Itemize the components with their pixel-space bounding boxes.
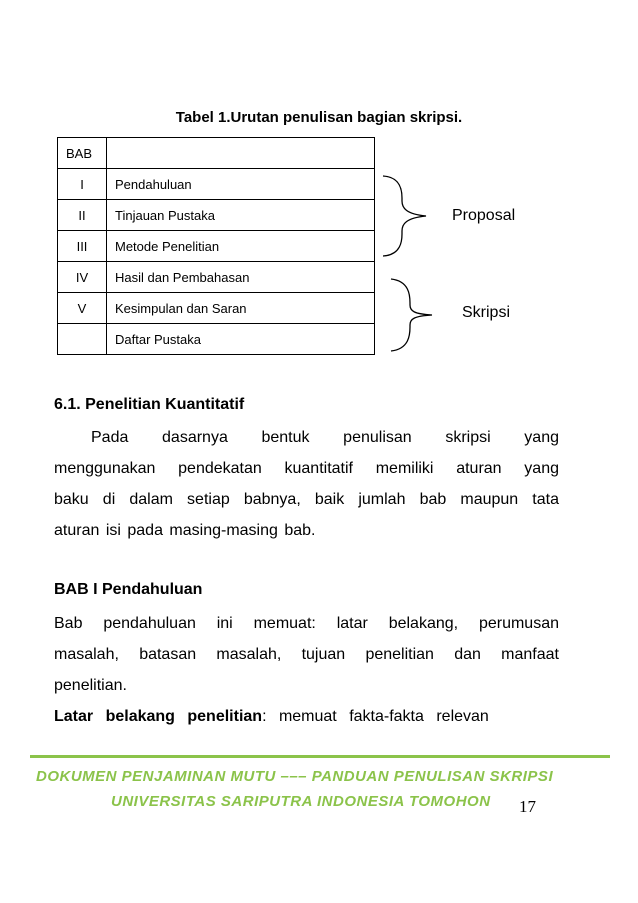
proposal-brace-icon [383, 176, 426, 256]
paragraph-line: penelitian. [54, 677, 127, 694]
paragraph-line: masalah, batasan masalah, tujuan penelitian dan manfaat [54, 646, 559, 663]
row-num: V [58, 293, 107, 324]
bab1-heading: BAB I Pendahuluan [54, 581, 203, 598]
latar-rest: : memuat fakta-fakta relevan [262, 708, 489, 725]
row-num: IV [58, 262, 107, 293]
table-caption: Tabel 1.Urutan penulisan bagian skripsi. [175, 109, 463, 126]
footer-line1: DOKUMEN PENJAMINAN MUTU ––– PANDUAN PENULISAN SKRIPSI [36, 768, 554, 785]
row-title: Kesimpulan dan Saran [107, 293, 375, 324]
row-title: Metode Penelitian [107, 231, 375, 262]
row-title: Daftar Pustaka [107, 324, 375, 355]
skripsi-label: Skripsi [462, 304, 511, 321]
row-num: II [58, 200, 107, 231]
proposal-label: Proposal [452, 207, 516, 224]
row-title: Hasil dan Pembahasan [107, 262, 375, 293]
paragraph-line: Pada dasarnya bentuk penulisan skripsi yang [91, 429, 559, 446]
row-title: Pendahuluan [107, 169, 375, 200]
footer-line2: UNIVERSITAS SARIPUTRA INDONESIA TOMOHON [111, 793, 491, 810]
paragraph-line [54, 701, 559, 732]
paragraph-line: aturan isi pada masing-masing bab. [54, 522, 316, 539]
section-paragraph [54, 422, 559, 546]
skripsi-brace-icon [391, 279, 432, 351]
table-header-bab: BAB [58, 138, 107, 169]
paragraph-line: menggunakan pendekatan kuantitatif memiliki aturan yang [54, 460, 559, 477]
paragraph-line: baku di dalam setiap babnya, baik jumlah bab maupun tata [54, 491, 559, 508]
paragraph-line: Bab pendahuluan ini memuat: latar belakang, perumusan [54, 615, 559, 632]
footer-divider [30, 755, 610, 758]
page-number: 17 [519, 797, 536, 816]
row-title: Tinjauan Pustaka [107, 200, 375, 231]
row-num: III [58, 231, 107, 262]
row-num: I [58, 169, 107, 200]
latar-bold: Latar belakang penelitian [54, 708, 263, 725]
bab1-paragraph [54, 608, 559, 732]
section-heading: 6.1. Penelitian Kuantitatif [54, 396, 245, 413]
